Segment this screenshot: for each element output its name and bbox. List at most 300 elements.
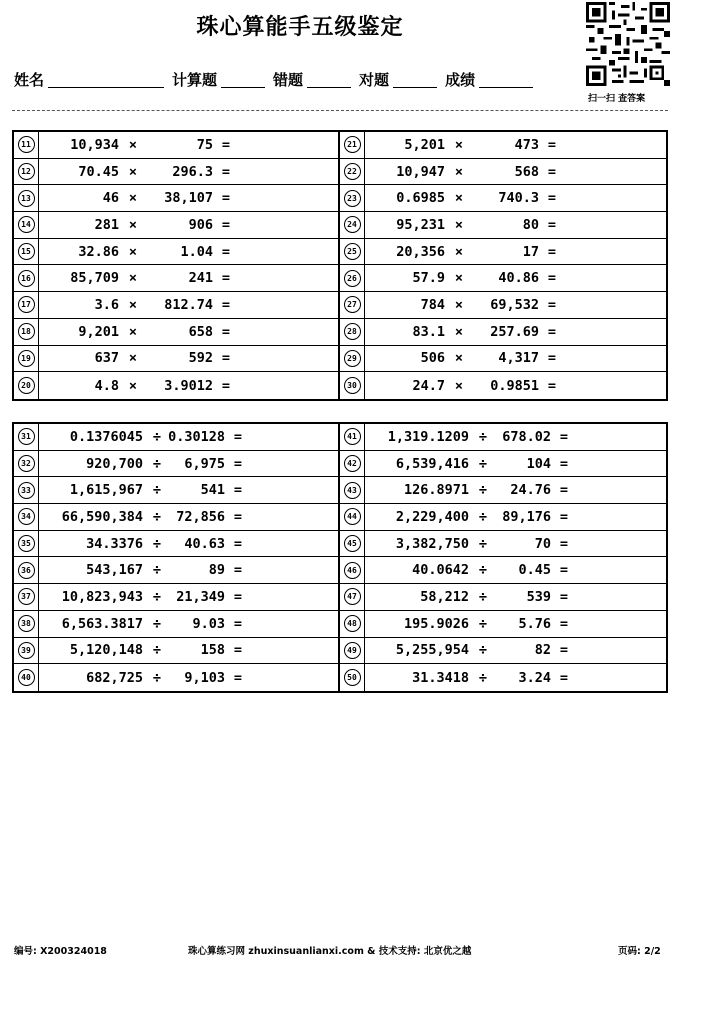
problem-number-badge: 19 bbox=[18, 350, 35, 367]
operand-a: 2,229,400 bbox=[395, 508, 469, 525]
problem-number-badge: 38 bbox=[18, 615, 35, 632]
problem-expression bbox=[365, 239, 565, 265]
problem-cell[interactable] bbox=[14, 159, 340, 185]
operand-b: 75 bbox=[196, 136, 213, 153]
operator: ÷ bbox=[152, 482, 162, 499]
problem-expression bbox=[365, 185, 565, 211]
problem-cell[interactable] bbox=[340, 185, 666, 211]
problem-number bbox=[14, 611, 39, 637]
problem-expression bbox=[39, 424, 251, 450]
equals-sign: = bbox=[559, 455, 569, 472]
operator: ÷ bbox=[478, 455, 488, 472]
name-field[interactable] bbox=[48, 69, 164, 88]
problem-cell[interactable] bbox=[340, 638, 666, 664]
operator: ÷ bbox=[478, 482, 488, 499]
table-row bbox=[14, 292, 666, 319]
operand-a: 543,167 bbox=[86, 562, 143, 579]
equals-sign: = bbox=[559, 669, 569, 686]
operand-a: 10,934 bbox=[70, 136, 119, 153]
problem-number bbox=[340, 132, 365, 158]
problem-number bbox=[14, 372, 39, 399]
problem-number bbox=[340, 557, 365, 583]
problem-expression bbox=[39, 477, 251, 503]
operand-a: 3.6 bbox=[94, 296, 119, 313]
problem-expression bbox=[39, 451, 251, 477]
wrong-label: 错题 bbox=[273, 71, 304, 89]
equals-sign: = bbox=[547, 350, 557, 367]
operator: ÷ bbox=[152, 508, 162, 525]
problem-number bbox=[14, 664, 39, 691]
problem-cell[interactable] bbox=[340, 664, 666, 691]
operator: × bbox=[128, 323, 138, 340]
equals-sign: = bbox=[547, 270, 557, 287]
operand-b: 241 bbox=[188, 270, 213, 287]
problem-number bbox=[340, 346, 365, 372]
problem-expression bbox=[39, 638, 251, 664]
problem-expression bbox=[39, 346, 239, 372]
problem-number-badge: 12 bbox=[18, 163, 35, 180]
problem-cell[interactable] bbox=[340, 159, 666, 185]
problem-expression bbox=[365, 584, 577, 610]
problem-cell[interactable] bbox=[14, 611, 340, 637]
table-row bbox=[14, 638, 666, 665]
equals-sign: = bbox=[559, 588, 569, 605]
operand-a: 3,382,750 bbox=[395, 535, 469, 552]
operand-a: 5,255,954 bbox=[395, 642, 469, 659]
operand-a: 40.0642 bbox=[412, 562, 469, 579]
problem-expression bbox=[365, 451, 577, 477]
operand-a: 9,201 bbox=[78, 323, 119, 340]
problem-number-badge: 34 bbox=[18, 508, 35, 525]
operand-b: 24.76 bbox=[510, 482, 551, 499]
operand-b: 812.74 bbox=[164, 296, 213, 313]
problem-number-badge: 40 bbox=[18, 669, 35, 686]
problem-number-badge: 44 bbox=[344, 508, 361, 525]
problem-number-badge: 46 bbox=[344, 562, 361, 579]
calc-field[interactable] bbox=[221, 69, 265, 88]
problem-cell[interactable] bbox=[340, 611, 666, 637]
operand-a: 24.7 bbox=[412, 377, 445, 394]
problem-number-badge: 48 bbox=[344, 615, 361, 632]
problem-expression bbox=[39, 557, 251, 583]
problem-expression bbox=[365, 132, 565, 158]
problem-cell[interactable] bbox=[340, 292, 666, 318]
problem-cell[interactable] bbox=[14, 319, 340, 345]
equals-sign: = bbox=[221, 350, 231, 367]
calc-label: 计算题 bbox=[172, 71, 218, 89]
operand-a: 126.8971 bbox=[403, 482, 469, 499]
operator: ÷ bbox=[478, 428, 488, 445]
table-row bbox=[14, 611, 666, 638]
problem-expression bbox=[39, 664, 251, 691]
operator: × bbox=[454, 163, 464, 180]
operand-b: 0.30128 bbox=[168, 428, 225, 445]
problem-number-badge: 31 bbox=[18, 428, 35, 445]
problem-number bbox=[340, 372, 365, 399]
problem-number-badge: 18 bbox=[18, 323, 35, 340]
problem-number bbox=[14, 424, 39, 450]
problem-cell[interactable] bbox=[14, 132, 340, 158]
wrong-field[interactable] bbox=[307, 69, 351, 88]
operator: ÷ bbox=[152, 642, 162, 659]
equals-sign: = bbox=[221, 243, 231, 260]
operator: ÷ bbox=[478, 615, 488, 632]
problem-cell[interactable] bbox=[14, 212, 340, 238]
operator: ÷ bbox=[478, 588, 488, 605]
problem-cell[interactable] bbox=[340, 239, 666, 265]
problem-expression bbox=[365, 477, 577, 503]
equals-sign: = bbox=[221, 216, 231, 233]
operator: ÷ bbox=[152, 428, 162, 445]
problem-number bbox=[340, 185, 365, 211]
operand-b: 158 bbox=[200, 642, 225, 659]
problem-expression bbox=[365, 664, 577, 691]
operand-a: 1,319.1209 bbox=[387, 428, 469, 445]
operator: × bbox=[454, 323, 464, 340]
problem-number-badge: 14 bbox=[18, 216, 35, 233]
problem-number bbox=[14, 159, 39, 185]
problem-number bbox=[340, 451, 365, 477]
operand-b: 72,856 bbox=[176, 508, 225, 525]
operator: ÷ bbox=[152, 535, 162, 552]
problem-number-badge: 41 bbox=[344, 428, 361, 445]
operator: ÷ bbox=[478, 562, 488, 579]
problem-cell[interactable] bbox=[14, 557, 340, 583]
table-row bbox=[14, 212, 666, 239]
problem-expression bbox=[365, 265, 565, 291]
table-row bbox=[14, 477, 666, 504]
operand-b: 9,103 bbox=[184, 669, 225, 686]
equals-sign: = bbox=[559, 482, 569, 499]
operator: ÷ bbox=[152, 562, 162, 579]
right-field[interactable] bbox=[393, 69, 437, 88]
operator: × bbox=[454, 216, 464, 233]
problem-cell[interactable] bbox=[340, 584, 666, 610]
problem-number-badge: 37 bbox=[18, 588, 35, 605]
problem-expression bbox=[39, 584, 251, 610]
operand-b: 539 bbox=[526, 588, 551, 605]
problem-number-badge: 25 bbox=[344, 243, 361, 260]
operator: × bbox=[454, 377, 464, 394]
problem-number bbox=[14, 531, 39, 557]
problem-cell[interactable] bbox=[14, 664, 340, 691]
problem-expression bbox=[365, 319, 565, 345]
problem-cell[interactable] bbox=[340, 451, 666, 477]
problem-cell[interactable] bbox=[340, 424, 666, 450]
operator: ÷ bbox=[478, 508, 488, 525]
problem-number bbox=[14, 212, 39, 238]
problem-number bbox=[340, 531, 365, 557]
problem-expression bbox=[39, 319, 239, 345]
operand-a: 57.9 bbox=[412, 270, 445, 287]
operand-a: 920,700 bbox=[86, 455, 143, 472]
problem-cell[interactable] bbox=[14, 239, 340, 265]
equals-sign: = bbox=[233, 562, 243, 579]
problem-number bbox=[340, 159, 365, 185]
operand-b: 541 bbox=[200, 482, 225, 499]
equals-sign: = bbox=[233, 508, 243, 525]
operand-a: 6,563.3817 bbox=[61, 615, 143, 632]
dashed-divider bbox=[12, 110, 668, 111]
problem-expression bbox=[39, 239, 239, 265]
problem-number bbox=[14, 319, 39, 345]
problem-cell[interactable] bbox=[14, 638, 340, 664]
problem-number-badge: 15 bbox=[18, 243, 35, 260]
problem-cell[interactable] bbox=[340, 212, 666, 238]
problem-number bbox=[14, 584, 39, 610]
right-label: 对题 bbox=[359, 71, 390, 89]
operator: × bbox=[128, 296, 138, 313]
page-title: 珠心算能手五级鉴定 bbox=[196, 15, 404, 40]
operator: ÷ bbox=[152, 455, 162, 472]
problem-expression bbox=[365, 292, 565, 318]
table-row bbox=[14, 531, 666, 558]
equals-sign: = bbox=[233, 669, 243, 686]
equals-sign: = bbox=[559, 535, 569, 552]
operator: × bbox=[128, 136, 138, 153]
student-info-bar bbox=[14, 66, 584, 90]
problem-cell[interactable] bbox=[14, 531, 340, 557]
problem-number-badge: 42 bbox=[344, 455, 361, 472]
problem-number bbox=[340, 239, 365, 265]
problem-cell[interactable] bbox=[14, 504, 340, 530]
problem-cell[interactable] bbox=[340, 372, 666, 399]
table-row bbox=[14, 372, 666, 399]
operand-a: 46 bbox=[102, 190, 119, 207]
problem-cell[interactable] bbox=[340, 557, 666, 583]
operand-b: 257.69 bbox=[490, 323, 539, 340]
problem-cell[interactable] bbox=[340, 504, 666, 530]
operand-b: 473 bbox=[514, 136, 539, 153]
equals-sign: = bbox=[559, 508, 569, 525]
operator: × bbox=[128, 216, 138, 233]
problem-cell[interactable] bbox=[14, 477, 340, 503]
equals-sign: = bbox=[547, 190, 557, 207]
operand-b: 89,176 bbox=[502, 508, 551, 525]
problem-number bbox=[340, 611, 365, 637]
operand-b: 9.03 bbox=[192, 615, 225, 632]
operand-a: 6,539,416 bbox=[395, 455, 469, 472]
problem-number-badge: 35 bbox=[18, 535, 35, 552]
problem-expression bbox=[39, 372, 239, 399]
problem-number bbox=[14, 346, 39, 372]
operand-b: 3.24 bbox=[518, 669, 551, 686]
equals-sign: = bbox=[547, 163, 557, 180]
operator: ÷ bbox=[478, 669, 488, 686]
equals-sign: = bbox=[221, 296, 231, 313]
table-row bbox=[14, 239, 666, 266]
operand-b: 69,532 bbox=[490, 296, 539, 313]
problem-expression bbox=[365, 611, 577, 637]
equals-sign: = bbox=[559, 642, 569, 659]
operator: ÷ bbox=[478, 535, 488, 552]
problem-number bbox=[340, 292, 365, 318]
operand-b: 40.63 bbox=[184, 535, 225, 552]
problem-number-badge: 28 bbox=[344, 323, 361, 340]
operator: ÷ bbox=[152, 588, 162, 605]
operand-a: 85,709 bbox=[70, 270, 119, 287]
operand-b: 0.9851 bbox=[490, 377, 539, 394]
equals-sign: = bbox=[221, 377, 231, 394]
operand-a: 66,590,384 bbox=[61, 508, 143, 525]
operand-a: 682,725 bbox=[86, 669, 143, 686]
operand-b: 658 bbox=[188, 323, 213, 340]
problem-cell[interactable] bbox=[14, 451, 340, 477]
problem-number-badge: 13 bbox=[18, 190, 35, 207]
equals-sign: = bbox=[559, 562, 569, 579]
operand-a: 20,356 bbox=[396, 243, 445, 260]
multiplication-table bbox=[12, 130, 668, 401]
operand-a: 281 bbox=[94, 216, 119, 233]
equals-sign: = bbox=[233, 588, 243, 605]
score-field[interactable] bbox=[479, 69, 533, 88]
operand-a: 70.45 bbox=[78, 163, 119, 180]
problem-expression bbox=[365, 504, 577, 530]
problem-cell[interactable] bbox=[14, 185, 340, 211]
problem-number-badge: 16 bbox=[18, 270, 35, 287]
table-row bbox=[14, 132, 666, 159]
problem-expression bbox=[39, 265, 239, 291]
problem-cell[interactable] bbox=[340, 477, 666, 503]
operator: × bbox=[454, 270, 464, 287]
division-table bbox=[12, 422, 668, 693]
operand-a: 637 bbox=[94, 350, 119, 367]
qr-code-icon[interactable] bbox=[586, 2, 670, 86]
problem-cell[interactable] bbox=[14, 372, 340, 399]
problem-number bbox=[14, 451, 39, 477]
equals-sign: = bbox=[233, 535, 243, 552]
operand-b: 17 bbox=[522, 243, 539, 260]
equals-sign: = bbox=[221, 323, 231, 340]
operand-b: 906 bbox=[188, 216, 213, 233]
operand-a: 83.1 bbox=[412, 323, 445, 340]
problem-cell[interactable] bbox=[14, 292, 340, 318]
operator: ÷ bbox=[152, 615, 162, 632]
problem-number bbox=[14, 638, 39, 664]
problem-expression bbox=[365, 212, 565, 238]
operator: × bbox=[454, 136, 464, 153]
table-row bbox=[14, 424, 666, 451]
operand-a: 195.9026 bbox=[403, 615, 469, 632]
table-row bbox=[14, 451, 666, 478]
problem-number bbox=[340, 265, 365, 291]
problem-expression bbox=[365, 557, 577, 583]
problem-number-badge: 21 bbox=[344, 136, 361, 153]
problem-number-badge: 23 bbox=[344, 190, 361, 207]
equals-sign: = bbox=[547, 243, 557, 260]
problem-number bbox=[14, 557, 39, 583]
problem-number-badge: 49 bbox=[344, 642, 361, 659]
footer-site: 珠心算练习网 zhuxinsuanlianxi.com & 技术支持: 北京优之越 bbox=[188, 946, 472, 957]
problem-number-badge: 43 bbox=[344, 482, 361, 499]
equals-sign: = bbox=[547, 216, 557, 233]
problem-number-badge: 27 bbox=[344, 296, 361, 313]
operand-a: 0.1376045 bbox=[69, 428, 143, 445]
problem-number-badge: 29 bbox=[344, 350, 361, 367]
problem-cell[interactable] bbox=[340, 132, 666, 158]
problem-expression bbox=[39, 531, 251, 557]
operator: × bbox=[454, 296, 464, 313]
equals-sign: = bbox=[221, 190, 231, 207]
table-row bbox=[14, 159, 666, 186]
problem-number bbox=[14, 239, 39, 265]
operand-a: 10,947 bbox=[396, 163, 445, 180]
operand-b: 3.9012 bbox=[164, 377, 213, 394]
operand-a: 32.86 bbox=[78, 243, 119, 260]
operand-a: 5,120,148 bbox=[69, 642, 143, 659]
operator: × bbox=[128, 350, 138, 367]
equals-sign: = bbox=[233, 455, 243, 472]
operand-a: 95,231 bbox=[396, 216, 445, 233]
problem-cell[interactable] bbox=[340, 319, 666, 345]
problem-expression bbox=[365, 159, 565, 185]
operand-b: 38,107 bbox=[164, 190, 213, 207]
problem-expression bbox=[365, 531, 577, 557]
operand-b: 80 bbox=[522, 216, 539, 233]
operand-b: 296.3 bbox=[172, 163, 213, 180]
equals-sign: = bbox=[559, 615, 569, 632]
equals-sign: = bbox=[547, 136, 557, 153]
operator: × bbox=[128, 377, 138, 394]
problem-cell[interactable] bbox=[14, 265, 340, 291]
equals-sign: = bbox=[221, 270, 231, 287]
footer-code: 编号: X200324018 bbox=[14, 946, 107, 957]
equals-sign: = bbox=[221, 136, 231, 153]
operand-a: 34.3376 bbox=[86, 535, 143, 552]
operand-b: 568 bbox=[514, 163, 539, 180]
problem-number-badge: 47 bbox=[344, 588, 361, 605]
problem-number bbox=[340, 319, 365, 345]
operand-a: 506 bbox=[420, 350, 445, 367]
operator: × bbox=[128, 243, 138, 260]
table-row bbox=[14, 319, 666, 346]
problem-number bbox=[340, 664, 365, 691]
problem-number-badge: 20 bbox=[18, 377, 35, 394]
operand-a: 31.3418 bbox=[412, 669, 469, 686]
table-row bbox=[14, 185, 666, 212]
problem-cell[interactable] bbox=[14, 424, 340, 450]
table-row bbox=[14, 664, 666, 691]
equals-sign: = bbox=[233, 615, 243, 632]
operand-b: 5.76 bbox=[518, 615, 551, 632]
equals-sign: = bbox=[233, 428, 243, 445]
problem-cell[interactable] bbox=[340, 531, 666, 557]
problem-expression bbox=[39, 212, 239, 238]
qr-caption: 扫一扫 查答案 bbox=[588, 94, 646, 104]
operand-a: 0.6985 bbox=[396, 190, 445, 207]
problem-number-badge: 33 bbox=[18, 482, 35, 499]
operand-b: 0.45 bbox=[518, 562, 551, 579]
problem-cell[interactable] bbox=[14, 584, 340, 610]
problem-expression bbox=[365, 346, 565, 372]
operand-b: 104 bbox=[526, 455, 551, 472]
equals-sign: = bbox=[547, 296, 557, 313]
problem-expression bbox=[39, 292, 239, 318]
problem-number bbox=[340, 424, 365, 450]
problem-cell[interactable] bbox=[340, 346, 666, 372]
problem-number bbox=[14, 185, 39, 211]
operand-b: 678.02 bbox=[502, 428, 551, 445]
operand-b: 70 bbox=[534, 535, 551, 552]
problem-number bbox=[14, 477, 39, 503]
problem-cell[interactable] bbox=[340, 265, 666, 291]
equals-sign: = bbox=[559, 428, 569, 445]
name-label: 姓名 bbox=[14, 71, 45, 89]
problem-expression bbox=[365, 372, 565, 399]
problem-expression bbox=[365, 424, 577, 450]
problem-cell[interactable] bbox=[14, 346, 340, 372]
problem-expression bbox=[365, 638, 577, 664]
